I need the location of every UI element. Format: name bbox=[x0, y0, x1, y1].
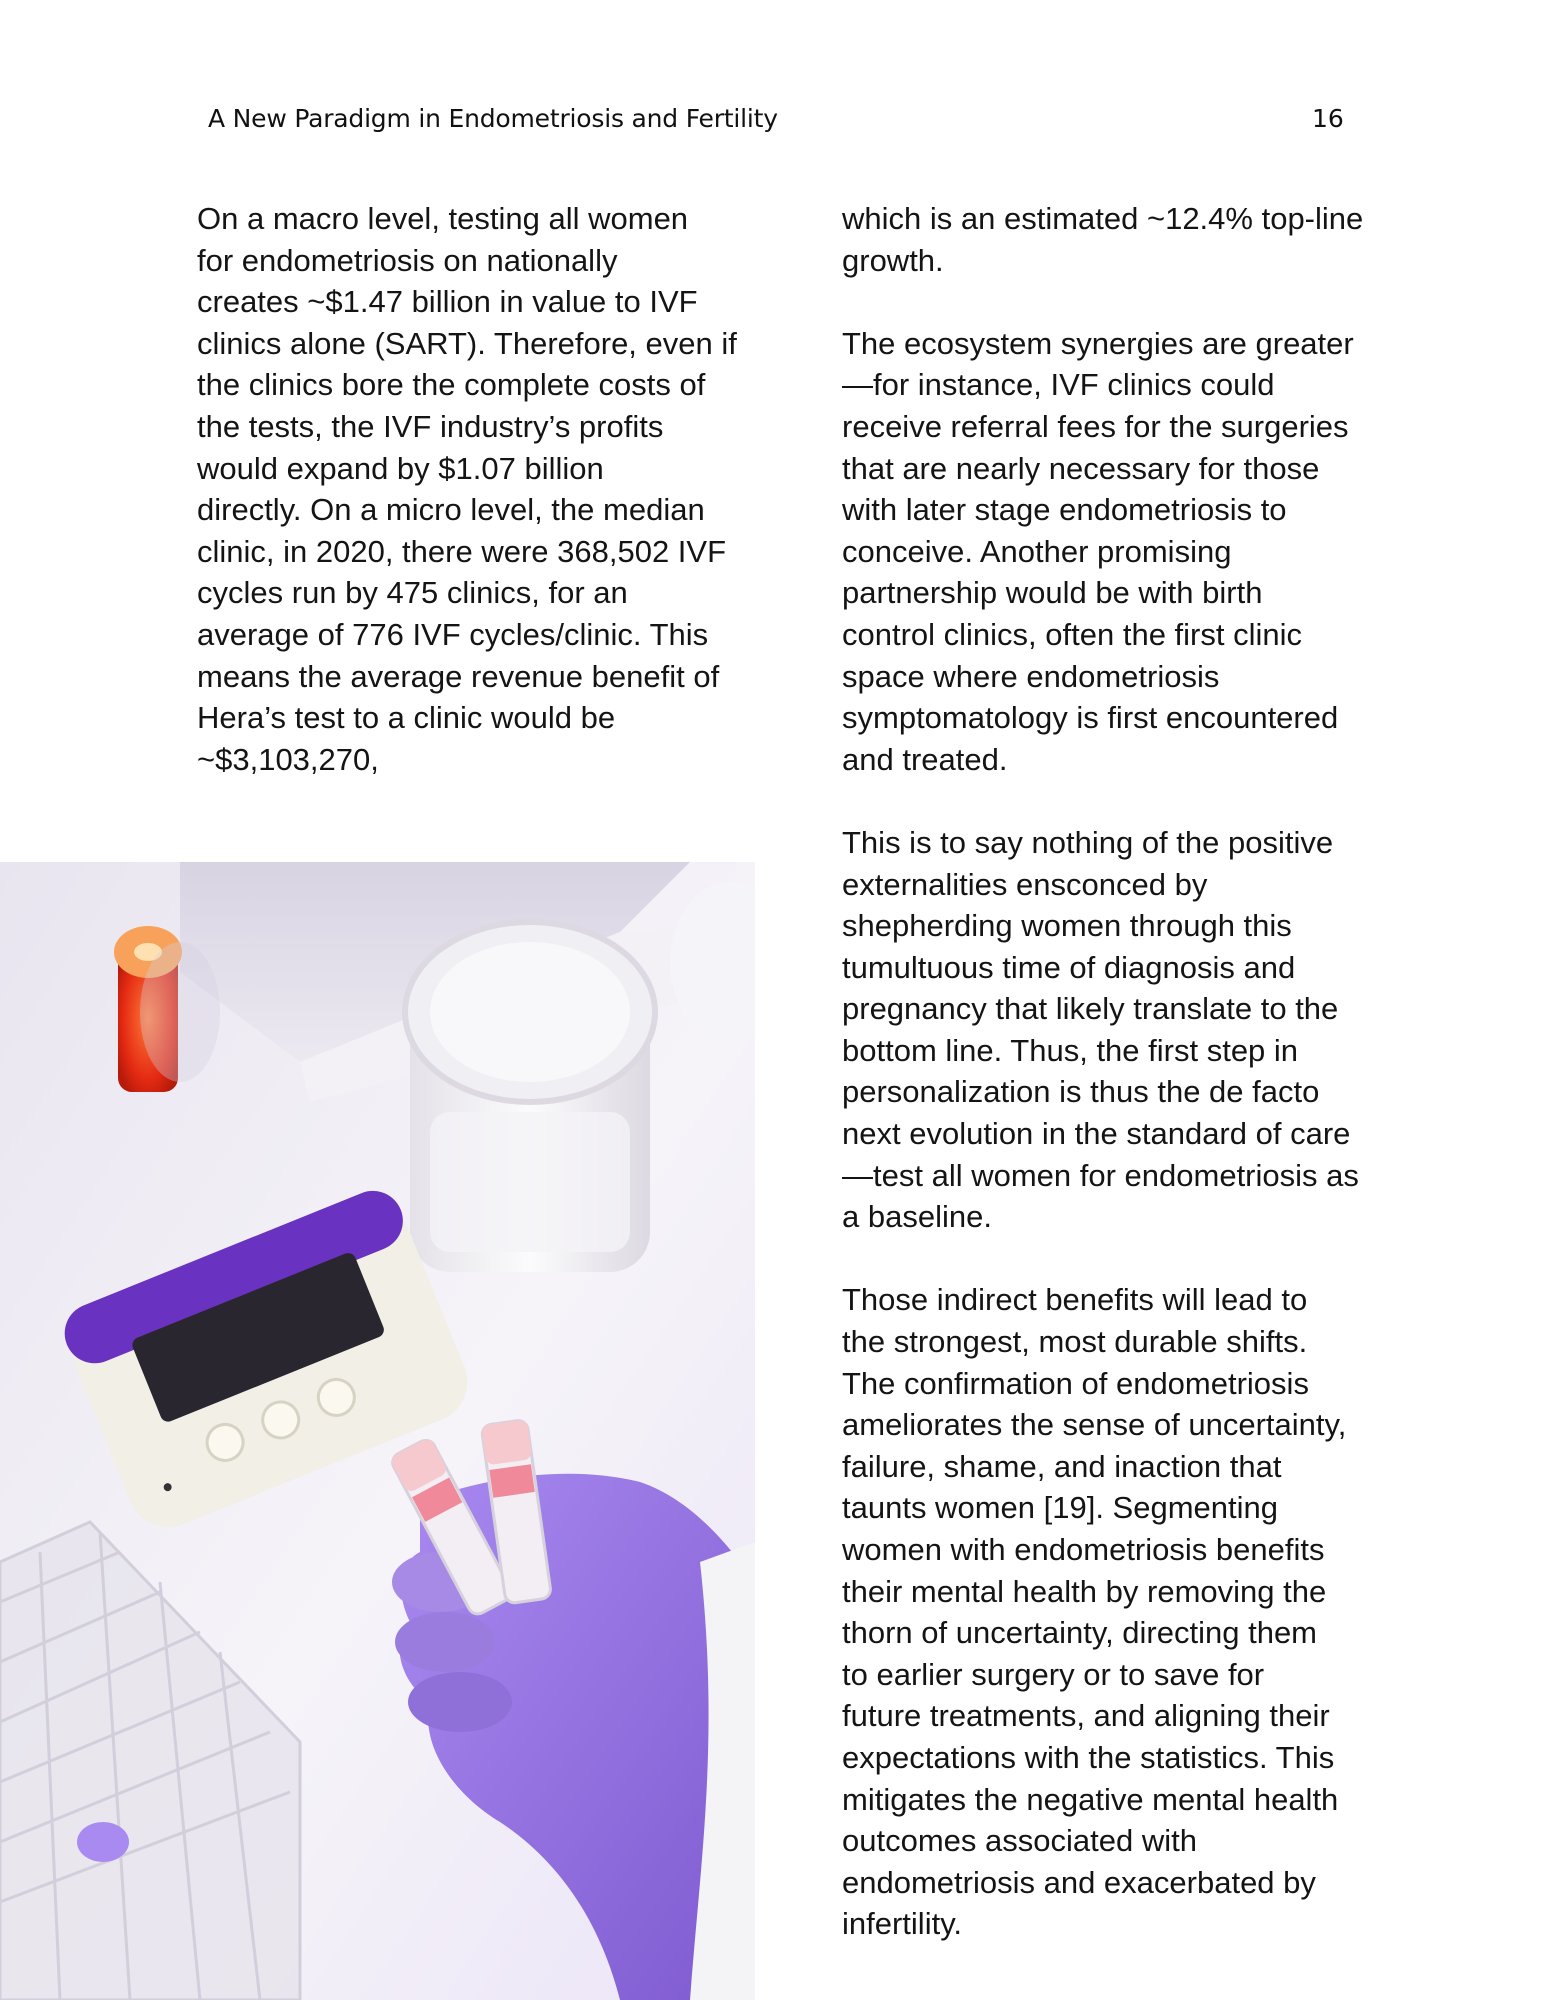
paragraph: The ecosystem synergies are greater —for instance, IVF clinics could receive referral fees for the surgeries that are nearly necessary for those with later stage endometriosis to conceive. Another promising partnership would be with birth control clinics, often the first clinic space where endometriosis symptomatology is first encountered and treated. bbox=[842, 325, 1354, 777]
paragraph: On a macro level, testing all women for endometriosis on nationally creates ~$1.47 billion in value to IVF clinics alone (SART). Therefore, even if the clinics bore the complete costs of the tests, the IVF industry’s profits would expand by $1.07 billion directly. On a micro level, the median clinic, in 2020, there were 368,502 IVF cycles run by 475 clinics, for an average of 776 IVF cycles/clinic. This means the average revenue benefit of Hera’s test to a clinic would be ~$3,103,270, bbox=[197, 201, 737, 777]
page-number: 16 bbox=[1312, 104, 1344, 133]
lab-photo bbox=[0, 862, 755, 2000]
paragraph: This is to say nothing of the positive externalities ensconced by shepherding women through this tumultuous time of diagnosis and pregnancy that likely translate to the bottom line. Thus, the first step in personalization is thus the de facto next evolution in the standard of care —test all women for endometriosis as a baseline. bbox=[842, 824, 1359, 1235]
running-title: A New Paradigm in Endometriosis and Fertility bbox=[208, 104, 778, 133]
lab-photo-illustration bbox=[0, 862, 755, 2000]
left-column bbox=[197, 198, 772, 780]
paragraph: which is an estimated ~12.4% top-line growth. bbox=[842, 201, 1364, 278]
purple-cap bbox=[77, 1822, 129, 1862]
specimen-jar bbox=[405, 922, 655, 1272]
paragraph: Those indirect benefits will lead to the strongest, most durable shifts. The confirmation of endometriosis ameliorates the sense of uncertainty, failure, shame, and inaction that taunts women [19]. Segmenting women with endometriosis benefits their mental health by removing the thorn of uncertainty, directing them to earlier surgery or to save for future treatments, and aligning their expectations with the statistics. This mitigates the negative mental health outcomes associated with endometriosis and exacerbated by infertility. bbox=[842, 1282, 1347, 1942]
right-column bbox=[842, 198, 1412, 1945]
